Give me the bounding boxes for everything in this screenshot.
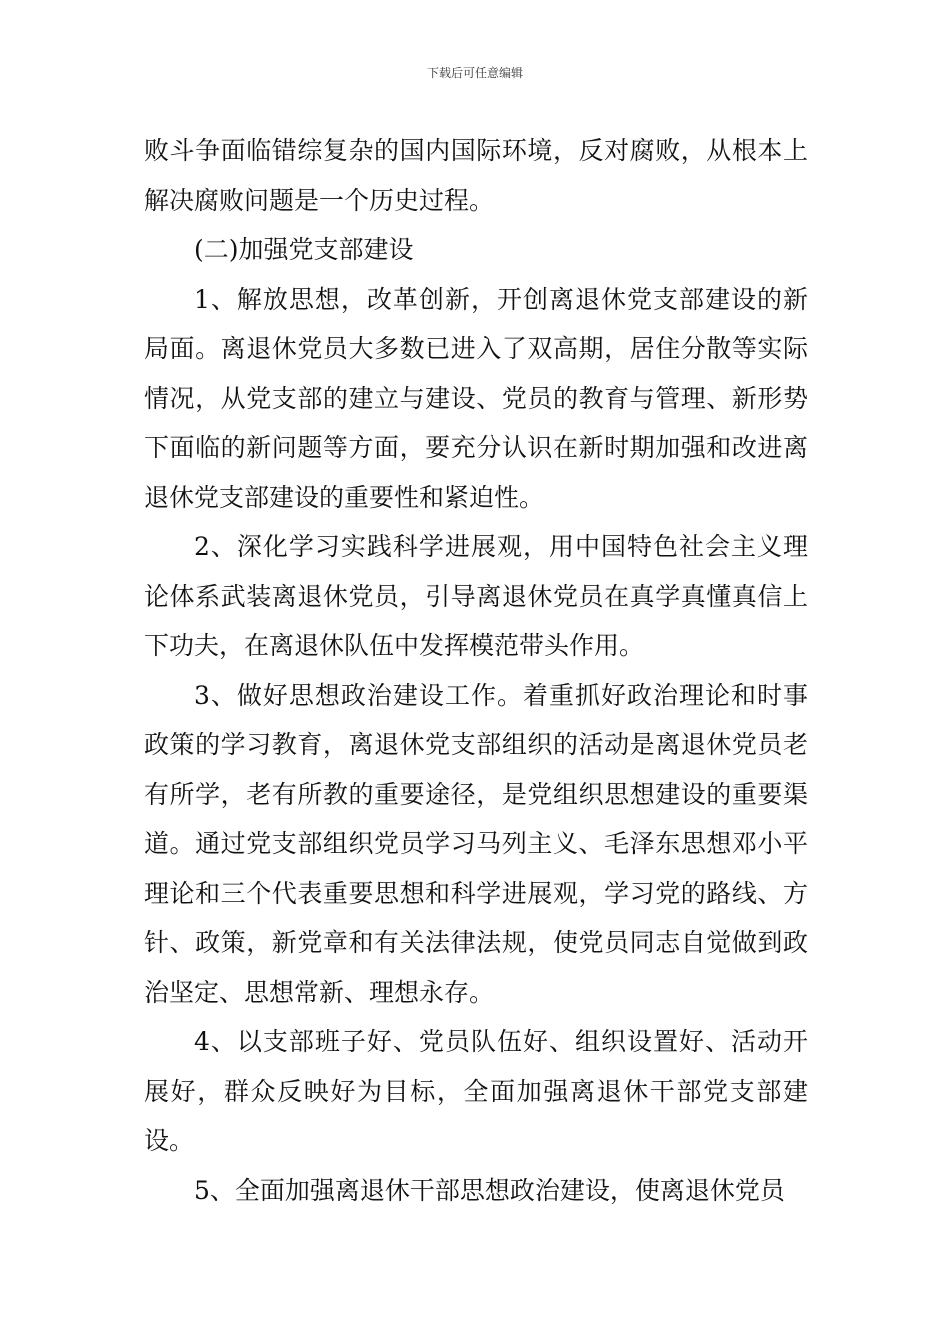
paragraph-continuation: 败斗争面临错综复杂的国内国际环境，反对腐败，从根本上解决腐败问题是一个历史过程。 — [144, 136, 808, 215]
paragraph-item-4: 4、以支部班子好、党员队伍好、组织设置好、活动开展好，群众反映好为目标，全面加强离退休干部党支部建设。 — [144, 1027, 808, 1155]
page-header: 下载后可任意编辑 — [426, 66, 523, 80]
paragraph-item-5: 5、全面加强离退休干部思想政治建设，使离退休党员 — [194, 1175, 785, 1205]
paragraph-item-2: 2、深化学习实践科学进展观，用中国特色社会主义理论体系武装离退休党员，引导离退休党员在真学真懂真信上下功夫，在离退休队伍中发挥模范带头作用。 — [144, 532, 808, 660]
paragraph-item-1: 1、解放思想，改革创新，开创离退休党支部建设的新局面。离退休党员大多数已进入了双高期，居住分散等实际情况，从党支部的建立与建设、党员的教育与管理、新形势下面临的新问题等方面，要充分认识在新时期加强和改进离退休党支部建设的重要性和紧迫性。 — [144, 284, 808, 512]
section-heading: (二)加强党支部建设 — [194, 235, 414, 264]
paragraph-item-3: 3、做好思想政治建设工作。着重抓好政治理论和时事政策的学习教育，离退休党支部组织的活动是离退休党员老有所学，老有所教的重要途径，是党组织思想建设的重要渠道。通过党支部组织党员学习马列主义、毛泽东思想邓小平理论和三个代表重要思想和科学进展观，学习党的路线、方针、政策，新党章和有关法律法规，使党员同志自觉做到政治坚定、思想常新、理想永存。 — [144, 680, 808, 1007]
document-body — [144, 126, 808, 1215]
